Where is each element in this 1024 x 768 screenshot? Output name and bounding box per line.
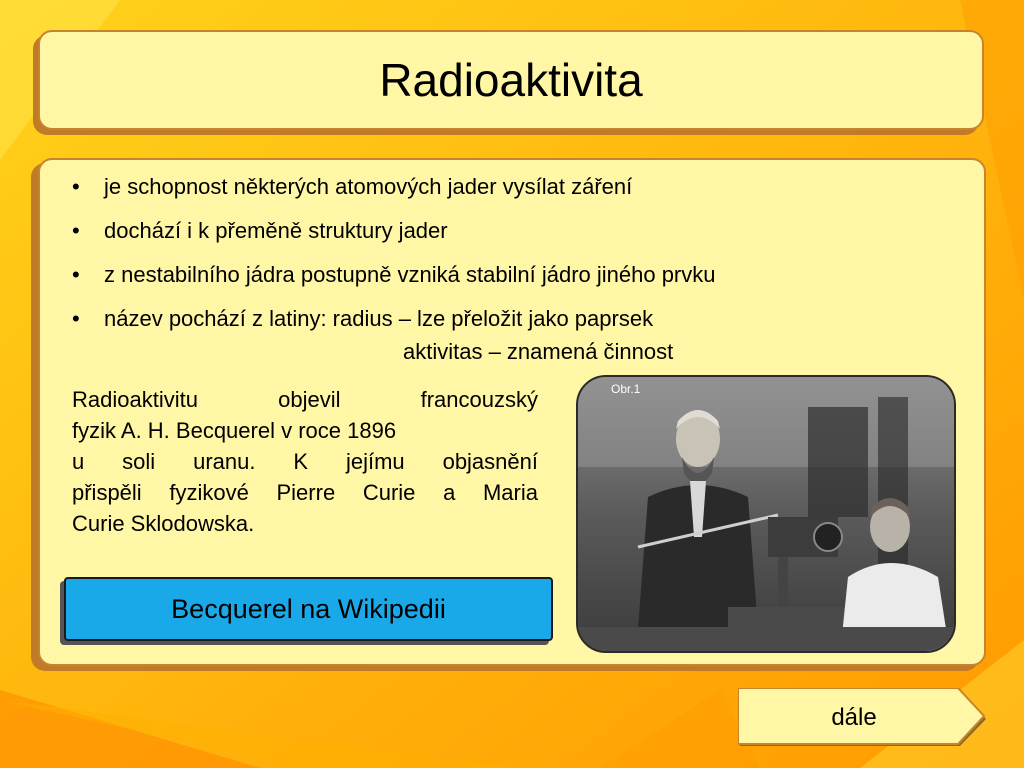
bullet-dot: •: [72, 262, 80, 287]
wikipedia-link-button[interactable]: [64, 577, 553, 641]
next-button-label: dále: [831, 704, 877, 731]
photo-curies-image: [578, 377, 956, 653]
bullet-text: název pochází z latiny: radius – lze přeložit jako paprsek: [104, 306, 654, 331]
bullet-text: je schopnost některých atomových jader vysílat záření: [104, 174, 633, 199]
bullet-text: dochází i k přeměně struktury jader: [104, 218, 448, 243]
image-caption: Obr.1: [611, 382, 641, 396]
bullet-text: z nestabilního jádra postupně vzniká stabilní jádro jiného prvku: [104, 262, 716, 287]
title-panel: [38, 30, 984, 130]
discovery-paragraph: [72, 384, 538, 539]
bullet-list: [72, 173, 716, 349]
paragraph-line: u soli uranu. K jejímu objasnění: [72, 449, 538, 474]
bullet-dot: •: [72, 174, 80, 199]
bullet-dot: •: [72, 218, 80, 243]
paragraph-line: Curie Sklodowska.: [72, 511, 255, 536]
paragraph-line: přispěli fyzikové Pierre Curie a Maria: [72, 480, 538, 505]
bullet-item: [72, 217, 716, 261]
photo-curies: [576, 375, 956, 653]
wikipedia-link-label: Becquerel na Wikipedii: [171, 593, 446, 624]
bullet-continuation: aktivitas – znamená činnost: [403, 339, 674, 364]
bullet-item: [72, 173, 716, 217]
bullet-item: [72, 261, 716, 305]
slide-title: Radioaktivita: [379, 54, 643, 106]
bullet-dot: •: [72, 306, 80, 331]
next-button[interactable]: [738, 688, 988, 748]
paragraph-line: Radioaktivitu objevil francouzský: [72, 387, 538, 412]
paragraph-line: fyzik A. H. Becquerel v roce 1896: [72, 418, 397, 443]
